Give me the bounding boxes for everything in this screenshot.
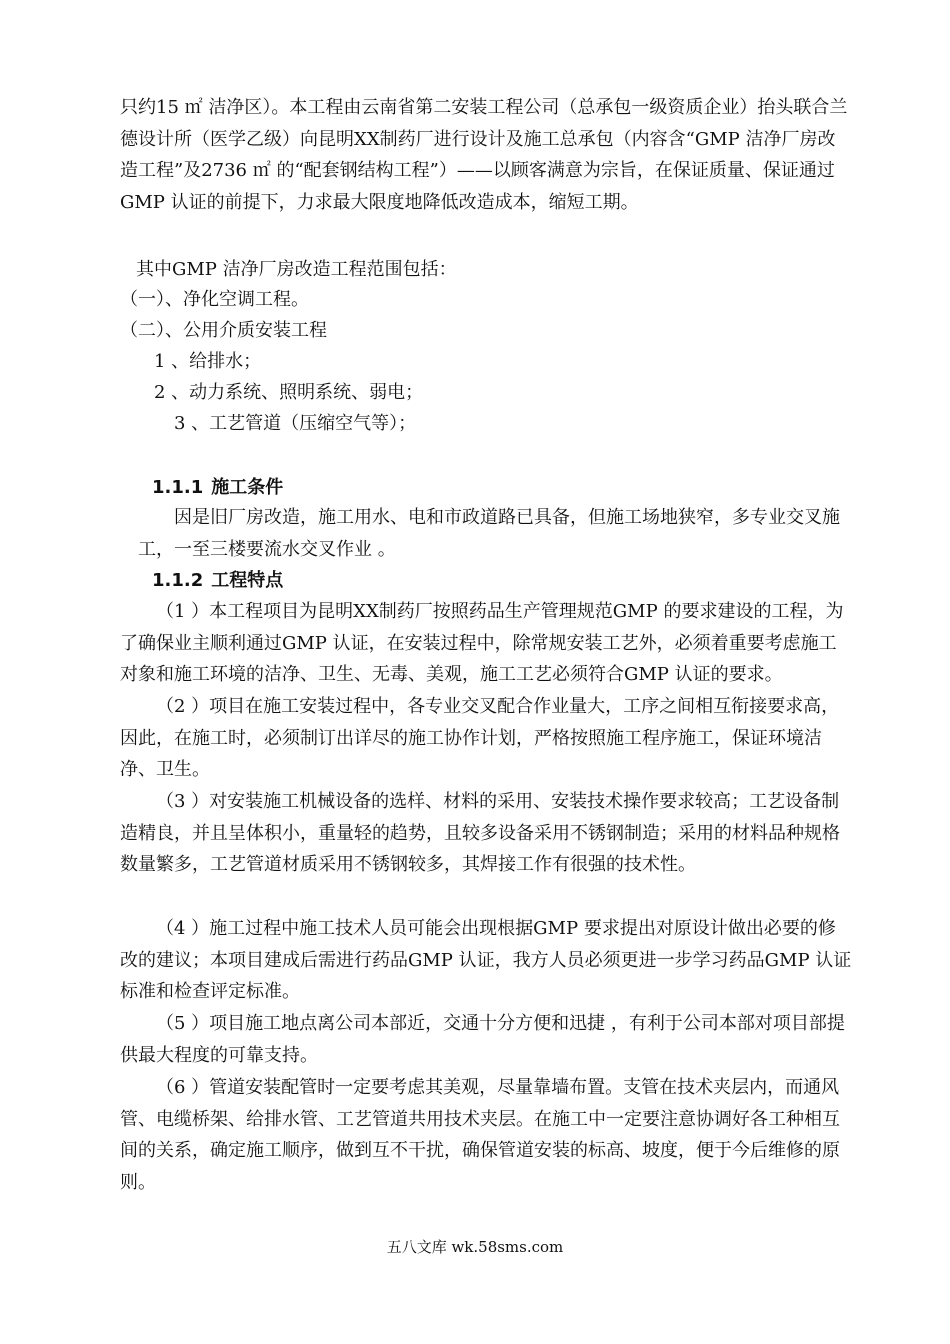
intro-paragraph: 只约15 ㎡ 洁净区）。本工程由云南省第二安装工程公司（总承包一级资质企业）抬头联合兰德设计所（医学乙级）向昆明XX制药厂进行设计及施工总承包（内容含“GMP 洁净厂房改造工程”及2736 ㎡ 的“配套钢结构工程”）——以顾客满意为宗旨，在保证质量、保证通过GMP 认证的前提下，力求最大限度地降低改造成本，缩短工期。 bbox=[120, 97, 848, 213]
scope-intro: 其中GMP 洁净厂房改造工程范围包括： bbox=[136, 259, 457, 280]
section-heading-2 bbox=[152, 569, 283, 593]
feature-paragraph-5: （5 ）项目施工地点离公司本部近，交通十分方便和迅捷 ，有利于公司本部对项目部提供最大程度的可靠支持。 bbox=[120, 1013, 845, 1066]
scope-sub-3: 3 、工艺管道（压缩空气等）； bbox=[174, 413, 417, 434]
feature-paragraph-1: （1 ）本工程项目为昆明XX制药厂按照药品生产管理规范GMP 的要求建设的工程，为了确保业主顺利通过GMP 认证，在安装过程中，除常规安装工艺外，必须着重要考虑施工对象和施工环境的洁净、卫生、无毒、美观，施工工艺必须符合GMP 认证的要求。 bbox=[120, 601, 844, 685]
section-number: 1.1.1 bbox=[152, 477, 204, 498]
section-title: 工程特点 bbox=[211, 570, 284, 591]
scope-sub-2: 2 、动力系统、照明系统、弱电； bbox=[154, 382, 424, 403]
footer-watermark: 五八文库 wk.58sms.com bbox=[386, 1238, 564, 1256]
section-number: 1.1.2 bbox=[152, 570, 204, 591]
scope-item-1: （一）、净化空调工程。 bbox=[120, 289, 309, 310]
scope-item-2: （二）、公用介质安装工程 bbox=[120, 320, 327, 341]
feature-paragraph-4: （4 ）施工过程中施工技术人员可能会出现根据GMP 要求提出对原设计做出必要的修改的建议；本项目建成后需进行药品GMP 认证，我方人员必须更进一步学习药品GMP 认证标准和检查评定标准。 bbox=[120, 918, 852, 1002]
section-title: 施工条件 bbox=[211, 477, 284, 498]
scope-sub-1: 1 、给排水； bbox=[154, 351, 262, 372]
feature-paragraph-6: （6 ）管道安装配管时一定要考虑其美观，尽量靠墙布置。支管在技术夹层内，而通风管、电缆桥架、给排水管、工艺管道共用技术夹层。在施工中一定要注意协调好各工种相互间的关系，确定施工顺序，做到互不干扰，确保管道安装的标高、坡度，便于今后维修的原则。 bbox=[120, 1077, 840, 1193]
section-heading-1 bbox=[152, 476, 283, 500]
feature-paragraph-3: （3 ）对安装施工机械设备的选样、材料的采用、安装技术操作要求较高；工艺设备制造精良，并且呈体积小，重量轻的趋势，且较多设备采用不锈钢制造；采用的材料品种规格数量繁多，工艺管道材质采用不锈钢较多，其焊接工作有很强的技术性。 bbox=[120, 791, 840, 875]
section-1-body: 因是旧厂房改造，施工用水、电和市政道路已具备，但施工场地狭窄，多专业交叉施工，一至三楼要流水交叉作业 。 bbox=[138, 507, 840, 560]
feature-paragraph-2: （2 ）项目在施工安装过程中，各专业交叉配合作业量大，工序之间相互衔接要求高，因此，在施工时，必须制订出详尽的施工协作计划，严格按照施工程序施工，保证环境洁净、卫生。 bbox=[120, 696, 840, 780]
